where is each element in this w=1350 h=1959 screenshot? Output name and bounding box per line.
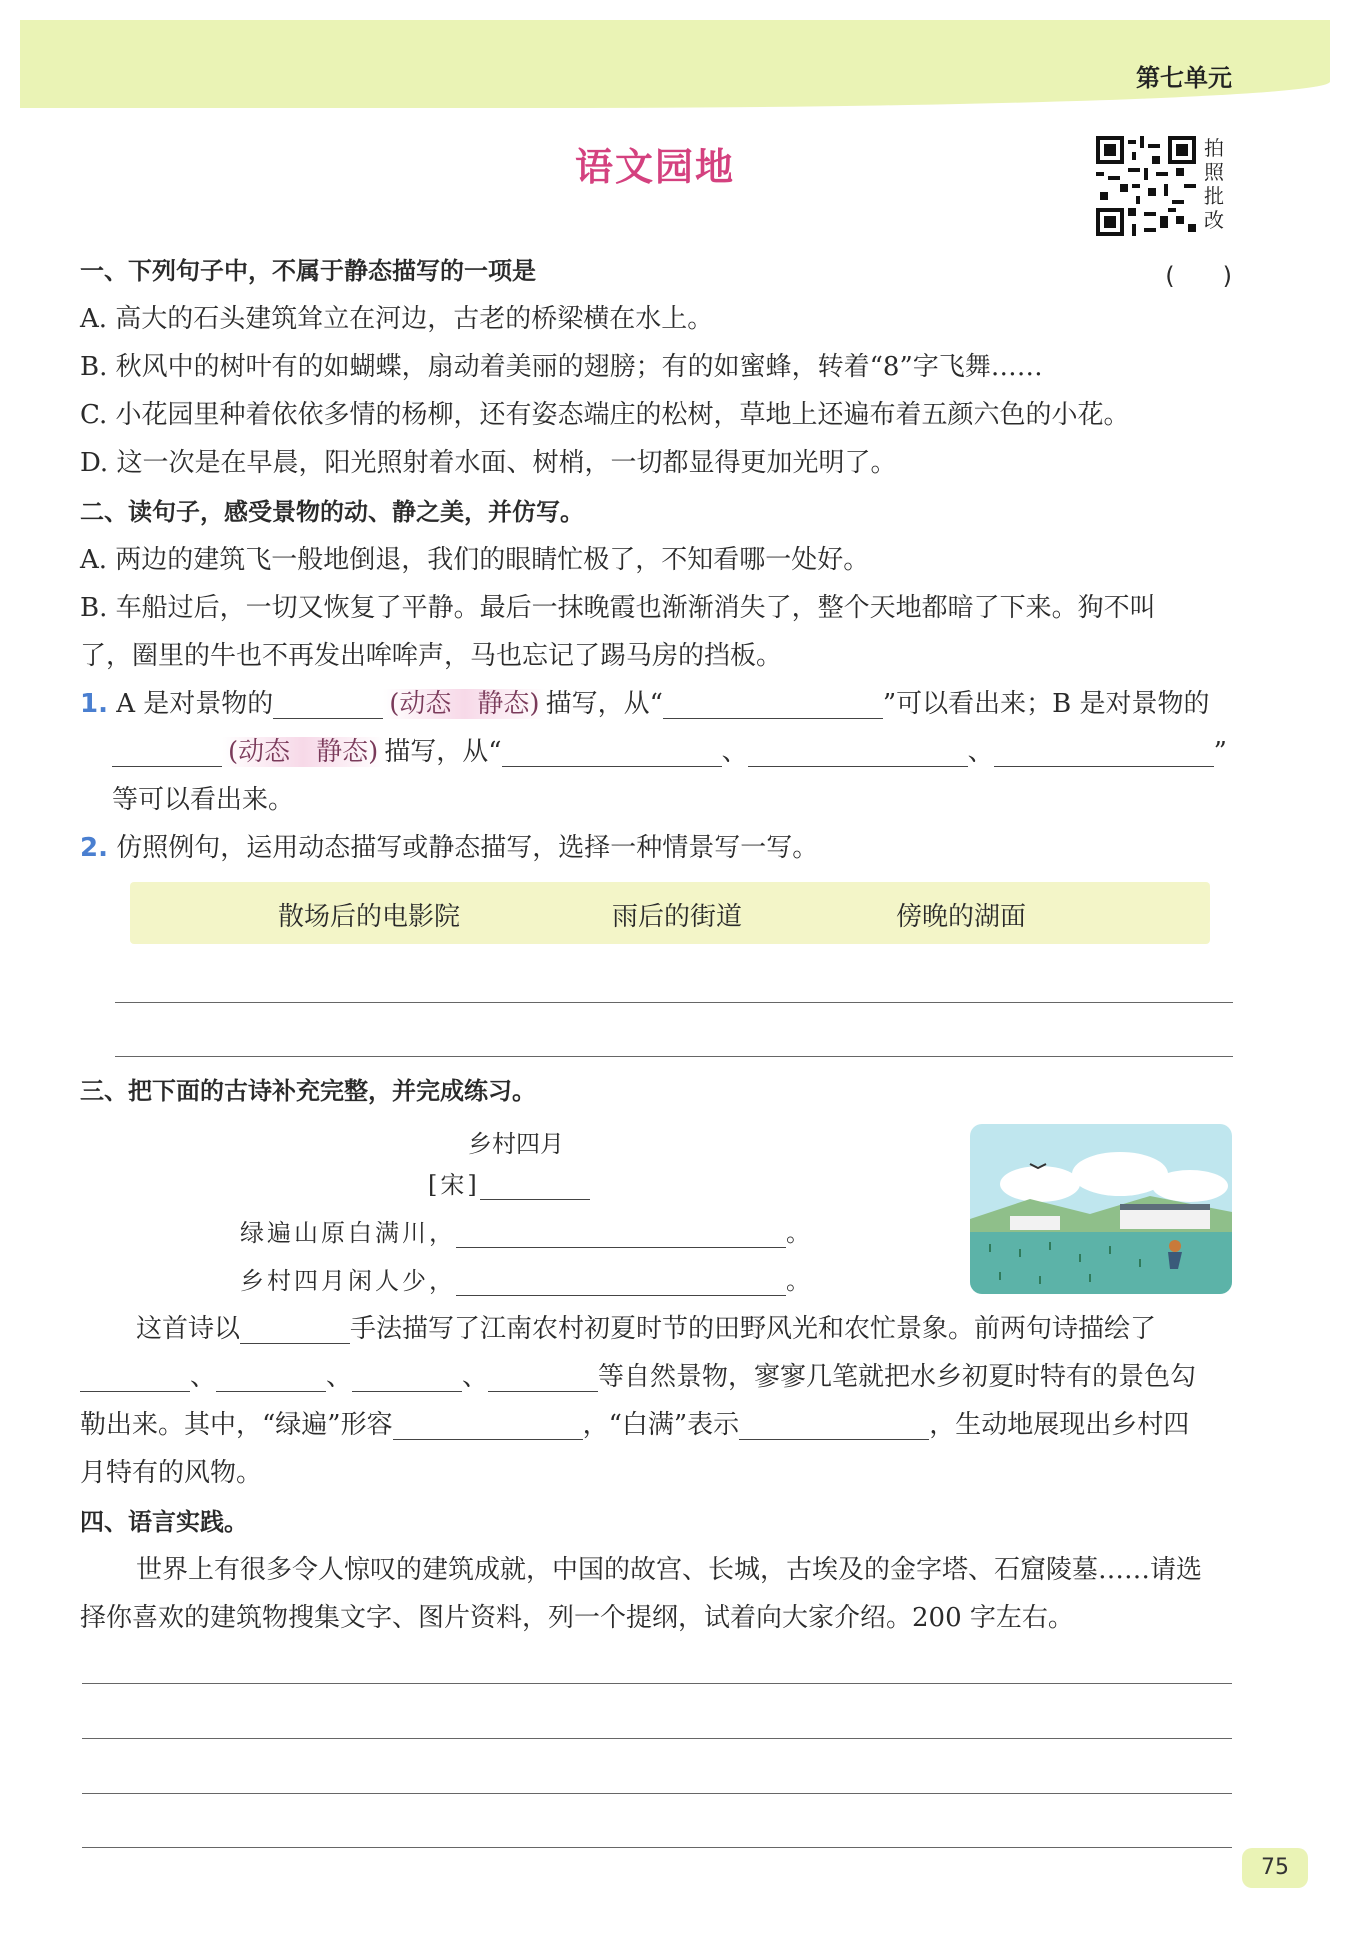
scene-option: 傍晚的湖面 (896, 902, 1027, 932)
question1-line2 (112, 737, 1227, 767)
writing-line[interactable] (115, 1056, 1233, 1057)
poem-author-line (428, 1170, 590, 1200)
answer-blank[interactable] (488, 1367, 598, 1392)
section1-heading: 一、下列句子中，不属于静态描写的一项是 (80, 257, 536, 285)
scene-option: 雨后的街道 (612, 902, 743, 932)
poem-text: 乡村四月闲人少， (240, 1267, 456, 1295)
answer-blank[interactable] (663, 694, 883, 719)
separator: 、 (326, 1362, 353, 1392)
answer-blank[interactable] (994, 742, 1214, 767)
exercise-text: 手法描写了江南农村初夏时节的田野风光和农忙景象。前两句诗描绘了 (350, 1314, 1157, 1344)
section4-text-line2: 择你喜欢的建筑物搜集文字、图片资料，列一个提纲，试着向大家介绍。200 字左右。 (80, 1603, 1074, 1633)
answer-blank[interactable] (80, 1367, 190, 1392)
section4-text-line1: 世界上有很多令人惊叹的建筑成就，中国的故宫、长城，古埃及的金字塔、石窟陵墓……请选 (136, 1555, 1203, 1585)
page-number: 75 (1242, 1848, 1308, 1888)
poem-exercise-line4: 月特有的风物。 (80, 1458, 263, 1488)
sentence-a: A. 两边的建筑飞一般地倒退，我们的眼睛忙极了，不知看哪一处好。 (80, 545, 870, 575)
poem-exercise-line2 (80, 1362, 1196, 1392)
poem-line2 (240, 1266, 813, 1296)
sentence-b-line2: 了，圈里的牛也不再发出哞哞声，马也忘记了踢马房的挡板。 (80, 641, 783, 671)
answer-blank[interactable] (216, 1367, 326, 1392)
sentence-b-line1: B. 车船过后，一切又恢复了平静。最后一抹晚霞也渐渐消失了，整个天地都暗了下来。狗不叫 (80, 593, 1156, 623)
question-text: 仿照例句，运用动态描写或静态描写，选择一种情景写一写。 (116, 833, 819, 863)
question-text: 描写，从“ (384, 737, 502, 767)
choice-options: (动态 静态) (383, 689, 545, 719)
header-band (20, 20, 1330, 108)
scene-options-box (130, 882, 1210, 944)
poem-title: 乡村四月 (468, 1130, 564, 1158)
choice-options: (动态 静态) (222, 737, 384, 767)
separator: 、 (190, 1362, 217, 1392)
exercise-text: ，生动地展现出乡村四 (929, 1410, 1190, 1440)
exercise-text: 这首诗以 (136, 1314, 241, 1344)
scene-option: 散场后的电影院 (278, 902, 461, 932)
question2-line (80, 833, 818, 863)
option-a: A. 高大的石头建筑耸立在河边，古老的桥梁横在水上。 (80, 304, 714, 334)
period: 。 (786, 1219, 813, 1247)
section4-heading: 四、语言实践。 (80, 1508, 248, 1536)
qr-code-icon[interactable] (1096, 136, 1196, 236)
period: 。 (786, 1267, 813, 1295)
answer-blank[interactable] (112, 742, 222, 767)
writing-line[interactable] (82, 1683, 1232, 1684)
question-number: 2. (80, 833, 108, 863)
writing-line[interactable] (82, 1738, 1232, 1739)
poem-text: 绿遍山原白满川， (240, 1219, 456, 1247)
answer-blank[interactable] (739, 1415, 929, 1440)
poem-blank[interactable] (456, 1223, 786, 1248)
question-text: 描写，从“ (545, 689, 663, 719)
separator: 、 (462, 1362, 489, 1392)
poem-blank[interactable] (456, 1271, 786, 1296)
writing-line[interactable] (82, 1793, 1232, 1794)
answer-blank[interactable] (240, 1319, 350, 1344)
answer-blank[interactable] (748, 742, 968, 767)
question-number: 1. (80, 689, 108, 719)
section2-heading: 二、读句子，感受景物的动、静之美，并仿写。 (80, 498, 584, 526)
exercise-text: 等自然景物，寥寥几笔就把水乡初夏时特有的景色勾 (598, 1362, 1197, 1392)
poem-exercise-line3 (80, 1410, 1189, 1440)
writing-line[interactable] (82, 1847, 1232, 1848)
answer-blank[interactable] (502, 742, 722, 767)
question-text: A 是对景物的 (116, 689, 274, 719)
unit-label: 第七单元 (1136, 64, 1232, 92)
poem-exercise-line1 (136, 1314, 1156, 1344)
option-c: C. 小花园里种着依依多情的杨柳，还有姿态端庄的松树，草地上还遍布着五颜六色的小花。 (80, 400, 1130, 430)
author-blank[interactable] (480, 1175, 590, 1200)
writing-line[interactable] (115, 1002, 1233, 1003)
option-d: D. 这一次是在早晨，阳光照射着水面、树梢，一切都显得更加光明了。 (80, 448, 897, 478)
answer-blank[interactable] (393, 1415, 583, 1440)
section3-heading: 三、把下面的古诗补充完整，并完成练习。 (80, 1077, 536, 1105)
poem-line1 (240, 1218, 813, 1248)
exercise-text: ，“白满”表示 (582, 1410, 740, 1440)
separator: 、 (721, 737, 748, 767)
dynasty-label: [宋] (428, 1171, 480, 1199)
rice-field-illustration (970, 1124, 1232, 1294)
close-quote: ” (1213, 737, 1227, 767)
option-b: B. 秋风中的树叶有的如蝴蝶，扇动着美丽的翅膀；有的如蜜蜂，转着“8”字飞舞…… (80, 352, 1043, 382)
answer-blank[interactable] (273, 694, 383, 719)
exercise-text: 勒出来。其中，“绿遍”形容 (80, 1410, 393, 1440)
answer-paren[interactable]: ( ) (1165, 262, 1232, 290)
question1-line1 (80, 689, 1210, 719)
separator: 、 (967, 737, 994, 767)
qr-label: 拍照批改 (1204, 136, 1224, 232)
question1-line3: 等可以看出来。 (112, 785, 295, 815)
answer-blank[interactable] (352, 1367, 462, 1392)
question-text: ”可以看出来；B 是对景物的 (882, 689, 1210, 719)
page-title: 语文园地 (574, 145, 735, 189)
